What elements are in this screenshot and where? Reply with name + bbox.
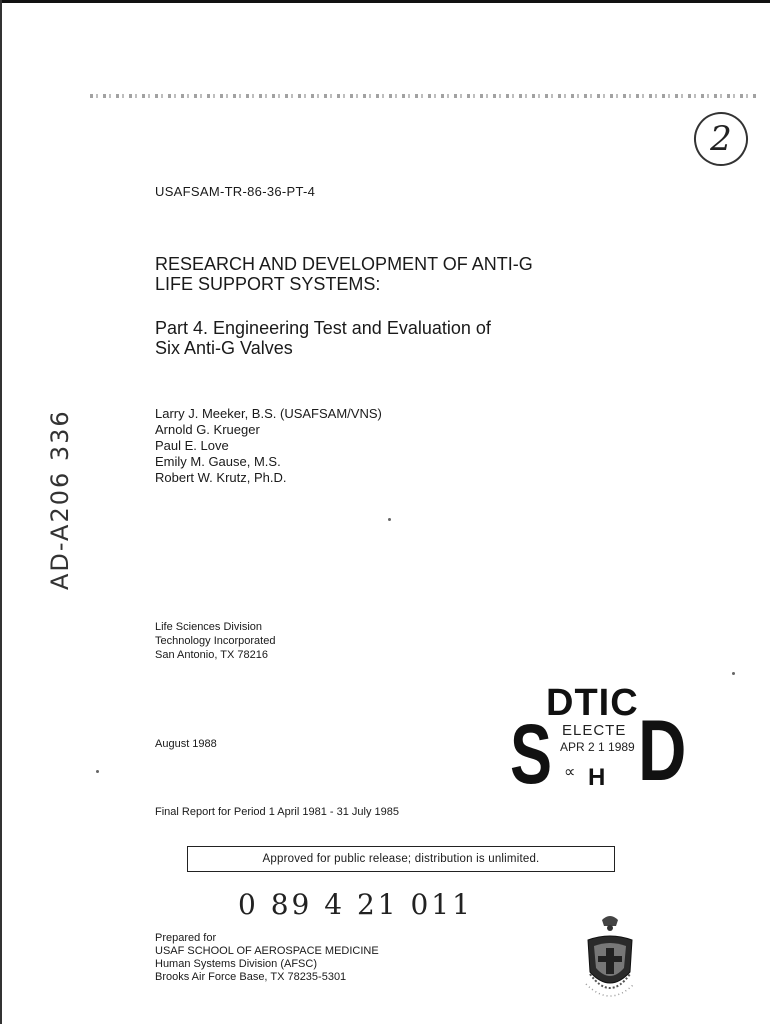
dtic-letter-s: S [510,707,553,801]
author: Robert W. Krutz, Ph.D. [155,470,287,485]
org-line-1: Life Sciences Division [155,621,262,633]
usaf-seal-icon [580,912,640,1004]
author: Arnold G. Krueger [155,422,260,437]
prepared-for-line-2: USAF SCHOOL OF AEROSPACE MEDICINE [155,945,379,957]
prepared-for-line-3: Human Systems Division (AFSC) [155,958,317,970]
performing-organization [155,620,275,662]
author: Paul E. Love [155,438,229,453]
dtic-logo: DTIC [546,682,639,724]
ad-accession-number: AD-A206 336 [46,409,74,590]
prepared-for-line-1: Prepared for [155,932,217,944]
handwritten-circle [689,107,753,171]
prepared-for-line-4: Brooks Air Force Base, TX 78235-5301 [155,971,347,983]
prepared-for-block [155,932,379,984]
final-report-period: Final Report for Period 1 April 1981 - 31 July 1985 [155,806,399,818]
scan-speck [96,770,99,773]
handwritten-number: 2 [710,119,732,159]
dtic-letter-d: D [638,703,687,799]
dtic-date: APR 2 1 1989 [560,740,635,754]
report-date: August 1988 [155,738,217,750]
org-line-2: Technology Incorporated [155,635,276,647]
report-subtitle [155,318,625,358]
author: Emily M. Gause, M.S. [155,454,281,469]
accession-number: 0 89 4 21 011 [238,888,473,921]
report-title [155,254,625,294]
page-border-left [0,0,2,1024]
scan-speck [732,672,735,675]
handwritten-copy-mark [694,112,748,166]
scan-speck [388,518,391,521]
title-line-2: LIFE SUPPORT SYSTEMS: [155,274,381,294]
dtic-stamp [510,682,687,802]
author-list [155,406,382,486]
dtic-check-mark-icon: ∝ [564,764,576,781]
scan-noise-line [90,94,758,98]
dtic-electe: ELECTE [562,722,627,739]
org-line-3: San Antonio, TX 78216 [155,649,268,661]
distribution-statement: Approved for public release; distribution is unlimited. [187,846,615,872]
title-line-1: RESEARCH AND DEVELOPMENT OF ANTI-G [155,254,533,274]
author: Larry J. Meeker, B.S. (USAFSAM/VNS) [155,406,382,421]
page-border-top [0,0,770,3]
dtic-letter-h: H [588,764,606,791]
report-number: USAFSAM-TR-86-36-PT-4 [155,184,316,199]
subtitle-line-2: Six Anti-G Valves [155,338,293,358]
subtitle-line-1: Part 4. Engineering Test and Evaluation of [155,318,491,338]
